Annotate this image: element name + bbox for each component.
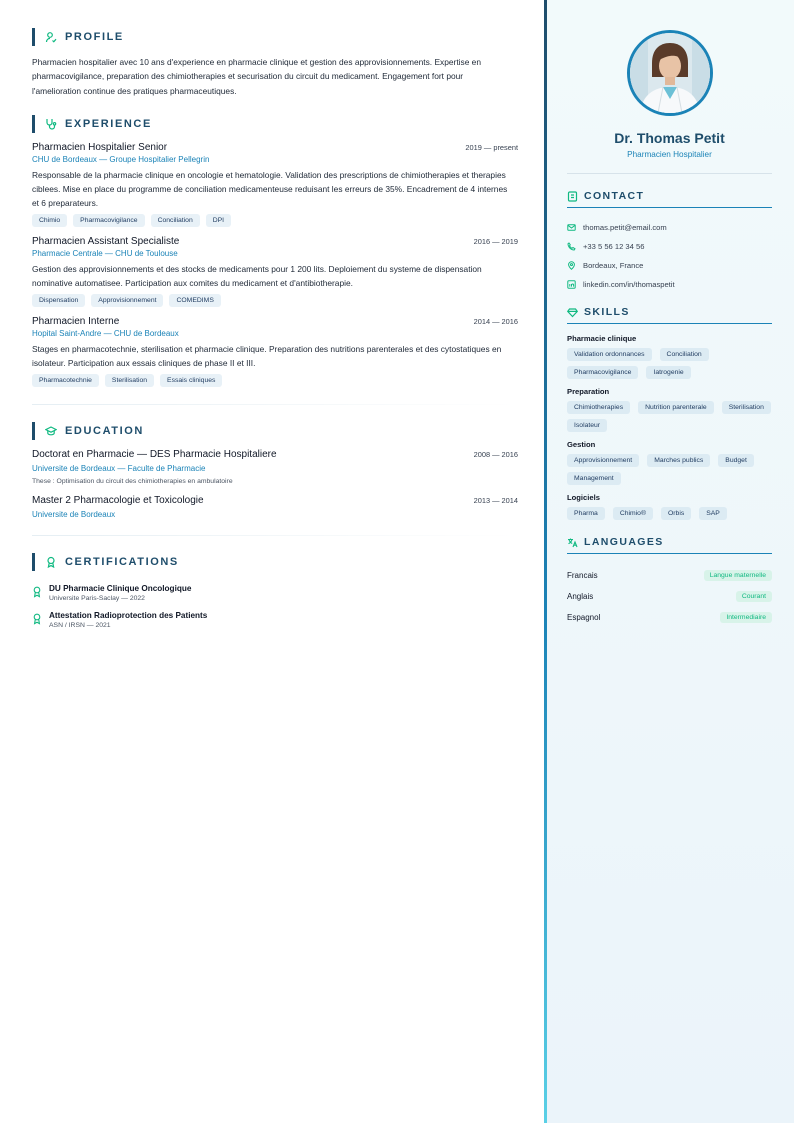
job-organization: Hopital Saint-Andre — CHU de Bordeaux <box>32 329 179 339</box>
language-name: Anglais <box>567 592 594 601</box>
language-name: Francais <box>567 571 598 580</box>
certification-name: Attestation Radioprotection des Patients <box>49 611 208 621</box>
job-description: Responsable de la pharmacie clinique en oncologie et hematologie. Validation des prescriptions de chimiotherapies et therapies ciblees. Mise en place du programme de conciliation medicamenteuse reduisant les erreurs de 35%. Encadrement de 4 internes et 6 preparateurs. <box>32 170 508 209</box>
section-title: LANGUAGES <box>584 536 664 548</box>
translate-icon <box>567 537 578 548</box>
education-heading <box>32 422 518 440</box>
skill-category: Gestion <box>567 440 596 449</box>
skill-tag: Pharmacotechnie <box>32 374 99 387</box>
skill-tag: Budget <box>718 454 754 467</box>
experience-heading <box>32 115 518 133</box>
contact-text: linkedin.com/in/thomaspetit <box>583 280 675 289</box>
thesis-note: These : Optimisation du circuit des chimiotherapies en ambulatoire <box>32 478 233 486</box>
job-title: Pharmacien Hospitalier Senior <box>32 142 168 154</box>
award-icon <box>45 556 57 568</box>
certification-issuer: Universite Paris-Saclay — 2022 <box>49 595 145 603</box>
skill-category: Preparation <box>567 387 610 396</box>
contact-heading <box>567 190 772 208</box>
skill-tag: Sterilisation <box>722 401 771 414</box>
main-column <box>32 28 518 638</box>
job-title: Pharmacien Interne <box>32 316 120 328</box>
job-organization: CHU de Bordeaux — Groupe Hospitalier Pellegrin <box>32 155 210 165</box>
experience-item <box>32 142 518 227</box>
linkedin-icon <box>567 280 576 289</box>
education-dates: 2013 — 2014 <box>473 496 518 506</box>
contact-linkedin[interactable] <box>567 275 772 294</box>
skill-tag: SAP <box>699 507 727 520</box>
language-item <box>567 586 772 607</box>
skill-tag: Sterilisation <box>105 374 154 387</box>
candidate-role: Pharmacien Hospitalier <box>627 150 712 159</box>
heading-accent-bar <box>32 553 35 571</box>
skill-tag: Management <box>567 472 621 485</box>
skill-tag: Validation ordonnances <box>567 348 652 361</box>
contact-list <box>567 218 772 294</box>
graduation-cap-icon <box>45 425 57 437</box>
skill-tag: Orbis <box>661 507 691 520</box>
certifications-heading <box>32 553 518 571</box>
job-organization: Pharmacie Centrale — CHU de Toulouse <box>32 249 178 259</box>
sidebar-divider <box>567 173 772 174</box>
candidate-name: Dr. Thomas Petit <box>614 130 725 146</box>
section-title: CONTACT <box>584 190 645 202</box>
skills-heading <box>567 306 772 324</box>
skill-tag: Conciliation <box>151 214 200 227</box>
location-icon <box>567 261 576 270</box>
certification-issuer: ASN / IRSN — 2021 <box>49 622 111 630</box>
award-icon <box>32 585 42 597</box>
profile-heading <box>32 28 518 46</box>
degree-title: Master 2 Pharmacologie et Toxicologie <box>32 495 204 507</box>
skill-tag: Dispensation <box>32 294 85 307</box>
heading-accent-bar <box>32 28 35 46</box>
education-item <box>32 495 518 519</box>
skill-category: Pharmacie clinique <box>567 334 637 343</box>
certification-item <box>32 611 518 629</box>
section-divider <box>32 535 518 536</box>
contact-email[interactable] <box>567 218 772 237</box>
phone-icon <box>567 242 576 251</box>
experience-item <box>32 236 518 307</box>
school-name: Universite de Bordeaux — Faculte de Pharmacie <box>32 464 206 474</box>
skill-tag: Chimio <box>32 214 67 227</box>
sidebar <box>547 0 794 1123</box>
heading-accent-bar <box>32 422 35 440</box>
languages-heading <box>567 536 772 554</box>
portrait-photo <box>630 33 710 113</box>
stethoscope-icon <box>45 118 57 130</box>
contact-text: thomas.petit@email.com <box>583 223 667 232</box>
skill-tag: Chimiotherapies <box>567 401 630 414</box>
mail-icon <box>567 223 576 232</box>
award-icon <box>32 612 42 624</box>
section-title: CERTIFICATIONS <box>65 556 179 569</box>
skill-group <box>567 493 772 520</box>
skill-tag: Conciliation <box>660 348 709 361</box>
language-level-badge: Langue maternelle <box>704 570 772 581</box>
job-tags <box>32 214 518 227</box>
contact-location <box>567 256 772 275</box>
skill-group <box>567 334 772 379</box>
school-name: Universite de Bordeaux <box>32 510 116 520</box>
contact-card-icon <box>567 191 578 202</box>
user-icon <box>45 31 57 43</box>
language-item <box>567 565 772 586</box>
skill-tag: Marches publics <box>647 454 710 467</box>
job-dates: 2019 — present <box>465 143 518 153</box>
language-name: Espagnol <box>567 613 601 622</box>
skill-tag: COMEDIMS <box>169 294 220 307</box>
language-list <box>567 565 772 628</box>
contact-phone[interactable] <box>567 237 772 256</box>
contact-text: Bordeaux, France <box>583 261 644 270</box>
skill-tag: Essais cliniques <box>160 374 222 387</box>
job-dates: 2016 — 2019 <box>473 237 518 247</box>
certification-name: DU Pharmacie Clinique Oncologique <box>49 584 192 594</box>
gem-icon <box>567 307 578 318</box>
job-description: Gestion des approvisionnements et des stocks de medicaments pour 1 200 lits. Deploiement du systeme de dispensation nominative automatisee. Participation aux comites du medicament et d'antibiotherapie. <box>32 264 482 289</box>
section-title: EDUCATION <box>65 425 144 438</box>
skill-tag: Chimio® <box>613 507 653 520</box>
education-item <box>32 449 518 485</box>
section-title: SKILLS <box>584 306 630 318</box>
language-item <box>567 607 772 628</box>
job-tags <box>32 374 518 387</box>
certification-item <box>32 584 518 602</box>
experience-item <box>32 316 518 387</box>
skill-tag: Approvisionnement <box>567 454 639 467</box>
contact-text: +33 5 56 12 34 56 <box>583 242 645 251</box>
skill-tag: Approvisionnement <box>91 294 163 307</box>
section-divider <box>32 404 518 405</box>
skill-tag: DPI <box>206 214 231 227</box>
skill-tag: Pharmacovigilance <box>73 214 144 227</box>
skill-tag: Nutrition parenterale <box>638 401 714 414</box>
skill-group <box>567 440 772 485</box>
skill-tag: Iatrogenie <box>646 366 690 379</box>
job-dates: 2014 — 2016 <box>473 317 518 327</box>
skill-tag: Pharmacovigilance <box>567 366 638 379</box>
job-description: Stages en pharmacotechnie, sterilisation et pharmacie clinique. Preparation des nutritions parenterales et des cytostatiques en isolateur. Participation aux essais cliniques de phase II et III. <box>32 344 502 369</box>
job-tags <box>32 294 518 307</box>
job-title: Pharmacien Assistant Specialiste <box>32 236 180 248</box>
skill-tag: Pharma <box>567 507 605 520</box>
section-title: PROFILE <box>65 31 124 43</box>
language-level-badge: Intermediaire <box>720 612 772 623</box>
skill-group <box>567 387 772 432</box>
skill-tag: Isolateur <box>567 419 607 432</box>
avatar <box>627 30 713 116</box>
profile-summary: Pharmacien hospitalier avec 10 ans d'experience en pharmacie clinique et gestion des approvisionnements. Expertise en pharmacovigilance, preparation des chimiotherapies et securisation du circuit du medicament. Engagement fort pour l'amelioration continue des pratiques pharmaceutiques. <box>32 57 481 96</box>
education-dates: 2008 — 2016 <box>473 450 518 460</box>
section-title: EXPERIENCE <box>65 118 152 131</box>
skill-category: Logiciels <box>567 493 600 502</box>
heading-accent-bar <box>32 115 35 133</box>
degree-title: Doctorat en Pharmacie — DES Pharmacie Hospitaliere <box>32 449 277 461</box>
language-level-badge: Courant <box>736 591 772 602</box>
